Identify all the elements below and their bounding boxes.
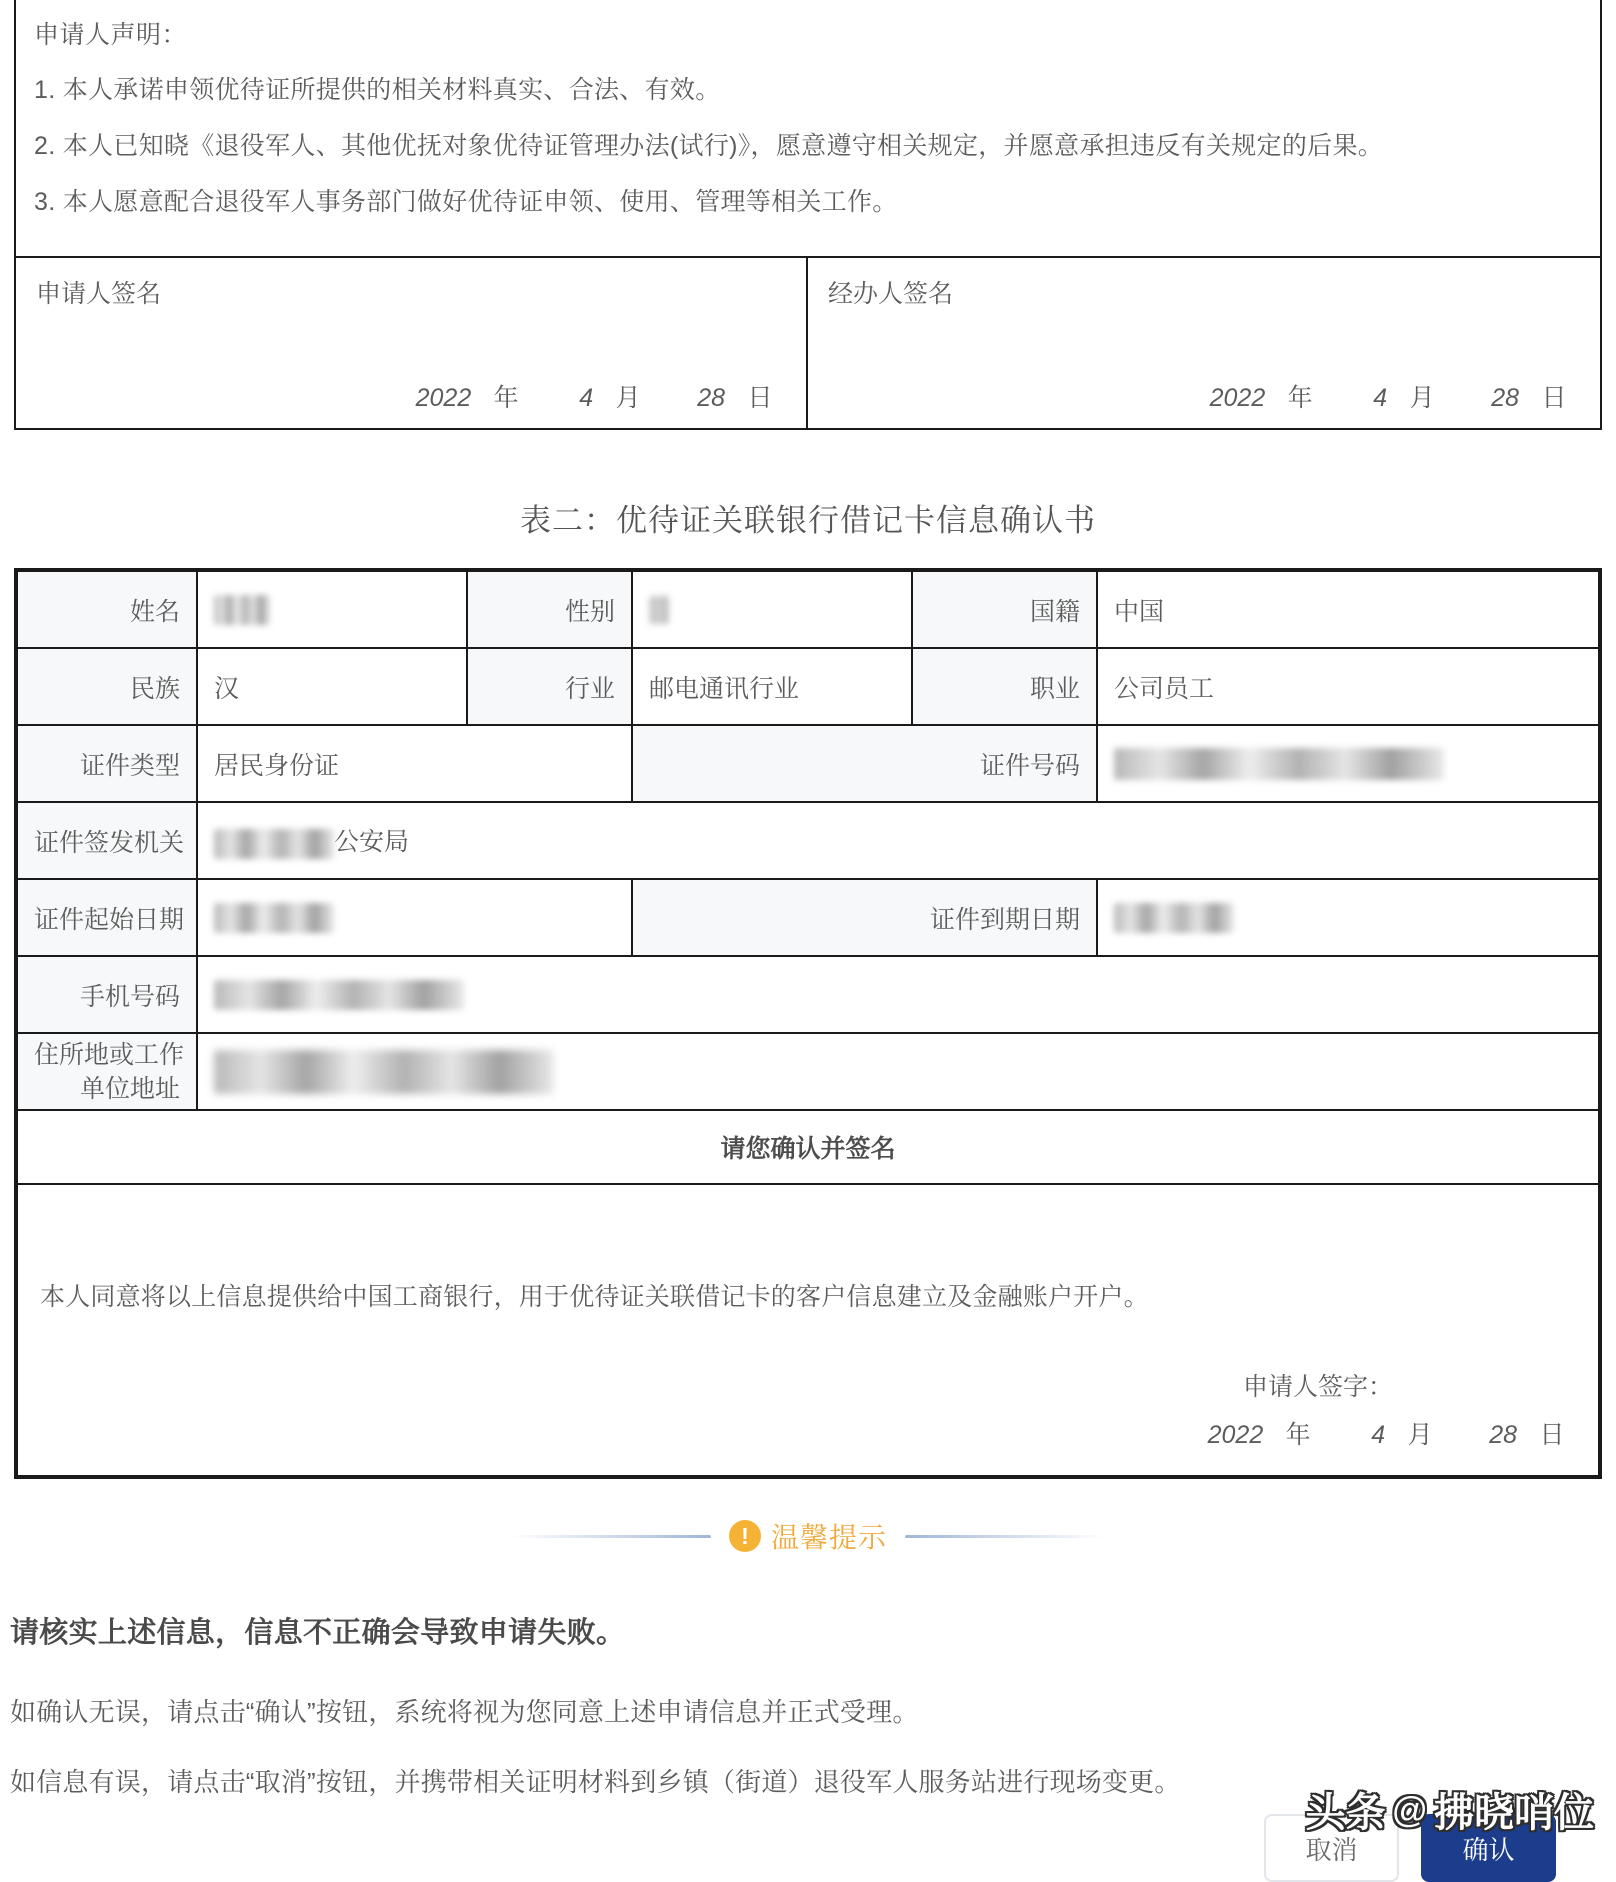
declaration-item-3: 3. 本人愿意配合退役军人事务部门做好优待证申领、使用、管理等相关工作。 (34, 188, 898, 216)
redacted-id-start-date (214, 903, 334, 933)
handler-date-month: 4 (1373, 384, 1388, 412)
confirm-button[interactable]: 确认 (1421, 1814, 1556, 1882)
applicant-date-day-label: 日 (747, 384, 773, 412)
divider-line-left (511, 1535, 711, 1538)
handler-signature-date (1183, 378, 1582, 414)
redacted-mobile (214, 980, 464, 1010)
table-row-id-issuer (17, 802, 1599, 879)
label-ethnicity: 民族 (17, 648, 197, 725)
redacted-id-issuer-prefix (214, 829, 334, 859)
notice-confirm-instruction: 如确认无误，请点击“确认”按钮，系统将视为您同意上述申请信息并正式受理。 (10, 1697, 919, 1727)
applicant-declaration-table (14, 0, 1602, 430)
handler-date-day: 28 (1491, 384, 1520, 412)
consent-cell (17, 1184, 1599, 1476)
label-address-line1: 住所地或工作 (34, 1040, 185, 1069)
value-id-expiry-date (1097, 879, 1599, 956)
warm-tips-label: 温馨提示 (770, 1522, 887, 1553)
handler-date-month-label: 月 (1409, 384, 1435, 412)
applicant-signature-cell[interactable] (16, 258, 808, 428)
value-ethnicity: 汉 (197, 648, 467, 725)
applicant-sign-label: 申请人签字： (1242, 1373, 1393, 1401)
watermark-at-symbol: @ (1391, 1788, 1428, 1830)
value-gender (632, 571, 912, 648)
table-row-mobile (17, 956, 1599, 1033)
table-row-confirm-header (17, 1110, 1599, 1184)
redacted-name (214, 595, 270, 625)
divider-line-right (905, 1535, 1105, 1538)
table-row-id-dates (17, 879, 1599, 956)
value-id-number (1097, 725, 1599, 802)
warm-tips-divider (0, 1516, 1616, 1556)
table-row-name (17, 571, 1599, 648)
consent-date-month: 4 (1371, 1421, 1386, 1449)
action-bar (1264, 1814, 1556, 1882)
value-id-type: 居民身份证 (197, 725, 632, 802)
handler-date-year-label: 年 (1287, 384, 1313, 412)
handler-date-day-label: 日 (1541, 384, 1567, 412)
label-id-start-date: 证件起始日期 (17, 879, 197, 956)
confirm-header: 请您确认并签名 (17, 1110, 1599, 1184)
watermark-platform: 头条 (1305, 1791, 1386, 1835)
label-mobile: 手机号码 (17, 956, 197, 1033)
label-id-number: 证件号码 (632, 725, 1097, 802)
id-issuer-suffix: 公安局 (334, 828, 410, 857)
applicant-date-month-label: 月 (615, 384, 641, 412)
applicant-date-year: 2022 (415, 384, 472, 412)
consent-date-day-label: 日 (1539, 1421, 1565, 1449)
notice-cancel-instruction: 如信息有误，请点击“取消”按钮，并携带相关证明材料到乡镇（街道）退役军人服务站进行现场变更。 (10, 1767, 1181, 1797)
value-id-start-date (197, 879, 632, 956)
applicant-date-day: 28 (697, 384, 726, 412)
consent-date-year-label: 年 (1285, 1421, 1311, 1449)
consent-date-month-label: 月 (1407, 1421, 1433, 1449)
consent-text: 本人同意将以上信息提供给中国工商银行，用于优待证关联借记卡的客户信息建立及金融账户开户。 (40, 1283, 1149, 1311)
applicant-signature-label: 申请人签名 (36, 280, 162, 308)
declaration-item-2: 2. 本人已知晓《退役军人、其他优抚对象优待证管理办法(试行)》，愿意遵守相关规定，并愿意承担违反有关规定的后果。 (34, 132, 1384, 160)
consent-date-day: 28 (1489, 1421, 1518, 1449)
redacted-id-expiry-date (1114, 903, 1234, 933)
table-row-address (17, 1033, 1599, 1110)
redacted-gender (649, 596, 669, 624)
cancel-button[interactable]: 取消 (1264, 1814, 1399, 1882)
declaration-item-1: 1. 本人承诺申领优待证所提供的相关材料真实、合法、有效。 (34, 76, 721, 104)
label-address (17, 1033, 197, 1110)
bank-card-info-table (14, 568, 1602, 1479)
applicant-date-year-label: 年 (493, 384, 519, 412)
value-address (197, 1033, 1599, 1110)
table-row-consent (17, 1184, 1599, 1476)
label-occupation: 职业 (912, 648, 1097, 725)
label-industry: 行业 (467, 648, 632, 725)
label-nationality: 国籍 (912, 571, 1097, 648)
applicant-signature-date (389, 378, 788, 414)
value-occupation: 公司员工 (1097, 648, 1599, 725)
handler-signature-label: 经办人签名 (828, 280, 954, 308)
consent-date-year: 2022 (1207, 1421, 1264, 1449)
consent-date (1181, 1415, 1580, 1451)
table-row-id-type (17, 725, 1599, 802)
signature-row (16, 256, 1600, 428)
value-nationality: 中国 (1097, 571, 1599, 648)
redacted-id-number (1114, 748, 1444, 780)
label-name: 姓名 (17, 571, 197, 648)
notice-warning: 请核实上述信息，信息不正确会导致申请失败。 (10, 1617, 626, 1649)
value-name (197, 571, 467, 648)
table-two-title: 表二：优待证关联银行借记卡信息确认书 (520, 503, 1096, 538)
handler-date-year: 2022 (1209, 384, 1266, 412)
declaration-body (16, 0, 1600, 256)
redacted-address (214, 1050, 554, 1094)
value-id-issuer (197, 802, 1599, 879)
value-industry: 邮电通讯行业 (632, 648, 912, 725)
table-row-ethnicity (17, 648, 1599, 725)
label-id-issuer: 证件签发机关 (17, 802, 197, 879)
watermark-account: 拂晓哨位 (1434, 1791, 1594, 1835)
label-id-type: 证件类型 (17, 725, 197, 802)
handler-signature-cell[interactable] (808, 258, 1600, 428)
exclamation-icon: ! (729, 1520, 761, 1552)
label-gender: 性别 (467, 571, 632, 648)
label-id-expiry-date: 证件到期日期 (632, 879, 1097, 956)
warm-tips-badge (729, 1516, 887, 1556)
declaration-heading: 申请人声明： (34, 21, 188, 49)
applicant-date-month: 4 (579, 384, 594, 412)
label-address-line2: 单位地址 (79, 1074, 180, 1103)
value-mobile (197, 956, 1599, 1033)
